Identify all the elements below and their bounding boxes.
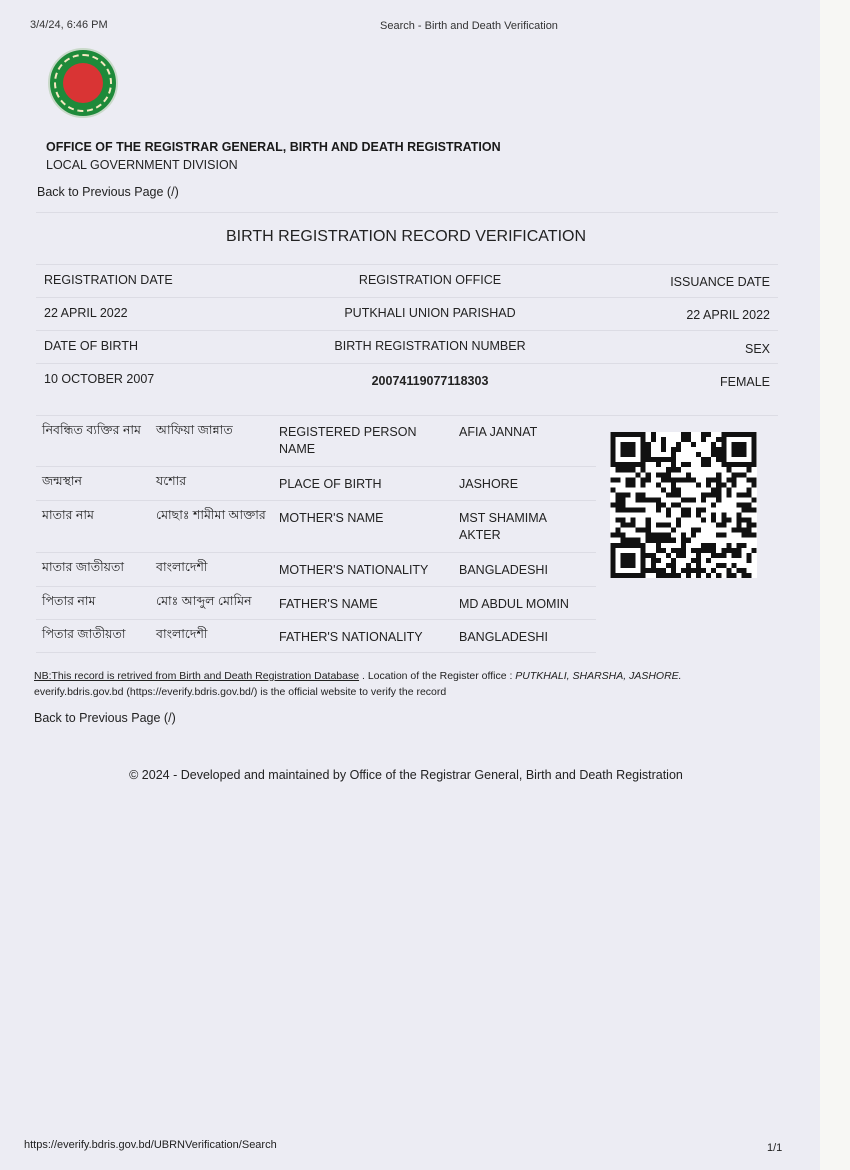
date-of-birth-label: DATE OF BIRTH <box>44 339 138 353</box>
en-label: REGISTERED PERSON NAME <box>279 425 417 456</box>
record-source-note <box>34 670 682 682</box>
en-label: FATHER'S NATIONALITY <box>279 630 423 644</box>
registration-office-label: REGISTRATION OFFICE <box>358 273 502 287</box>
print-url: https://everify.bdris.gov.bd/UBRNVerification/Search <box>24 1139 277 1151</box>
bn-label: মাতার নাম <box>42 508 94 522</box>
detail-row-registered-person <box>36 416 596 466</box>
brn-value: 20074119077118303 <box>371 374 489 388</box>
detail-row-place-of-birth <box>36 466 596 500</box>
print-page-number: 1/1 <box>767 1142 783 1154</box>
en-label: MOTHER'S NATIONALITY <box>279 563 429 577</box>
bn-label: পিতার জাতীয়তা <box>42 627 126 641</box>
en-value: AFIA JANNAT <box>459 425 538 439</box>
detail-row-father-name <box>36 586 596 619</box>
back-to-previous-link-top[interactable]: Back to Previous Page (/) <box>37 185 179 199</box>
record-value-row-2 <box>36 363 778 396</box>
detail-row-mother-name <box>36 500 596 552</box>
registration-date-value: 22 APRIL 2022 <box>44 306 128 320</box>
bn-label: নিবন্ধিত ব্যক্তির নাম <box>42 423 141 437</box>
divider <box>36 212 778 213</box>
en-value: MST SHAMIMA AKTER <box>459 511 547 542</box>
office-title: OFFICE OF THE REGISTRAR GENERAL, BIRTH AND DEATH REGISTRATION <box>46 140 501 154</box>
database-link[interactable]: NB:This record is retrived from Birth and Death Registration Database <box>34 670 360 682</box>
registration-office-value: PUTKHALI UNION PARISHAD <box>344 306 516 320</box>
registration-date-label: REGISTRATION DATE <box>44 273 173 287</box>
en-value: BANGLADESHI <box>459 563 548 577</box>
location-prefix: . Location of the Register office : <box>359 670 516 682</box>
en-value: JASHORE <box>459 477 519 491</box>
sex-value: FEMALE <box>719 375 770 389</box>
page-heading: BIRTH REGISTRATION RECORD VERIFICATION <box>225 228 587 245</box>
bn-value: মোছাঃ শামীমা আক্তার <box>156 508 266 522</box>
en-label: FATHER'S NAME <box>279 597 378 611</box>
issuance-date-label: ISSUANCE DATE <box>670 275 770 289</box>
print-page-title: Search - Birth and Death Verification <box>380 20 558 32</box>
en-label: PLACE OF BIRTH <box>279 477 382 491</box>
brn-label: BIRTH REGISTRATION NUMBER <box>334 339 526 353</box>
copyright-footer: © 2024 - Developed and maintained by Office of the Registrar General, Birth and Death Registration <box>129 768 683 782</box>
sex-label: SEX <box>744 342 770 356</box>
scan-edge <box>820 0 850 1170</box>
en-value: BANGLADESHI <box>459 630 548 644</box>
qr-code-icon <box>610 432 757 578</box>
bn-value: আফিয়া জান্নাত <box>156 423 233 437</box>
issuance-date-value: 22 APRIL 2022 <box>686 308 770 322</box>
bn-value: বাংলাদেশী <box>156 560 208 574</box>
office-division: LOCAL GOVERNMENT DIVISION <box>46 158 238 172</box>
back-to-previous-link-bottom[interactable]: Back to Previous Page (/) <box>34 711 176 725</box>
bn-value: বাংলাদেশী <box>156 627 208 641</box>
official-website-note: everify.bdris.gov.bd (https://everify.bdris.gov.bd/) is the official website to verify the record <box>34 686 447 698</box>
date-of-birth-value: 10 OCTOBER 2007 <box>44 372 155 386</box>
bn-label: জন্মস্থান <box>42 474 83 488</box>
detail-row-mother-nationality <box>36 552 596 586</box>
seal-center <box>63 63 103 103</box>
bn-label: মাতার জাতীয়তা <box>42 560 125 574</box>
print-datetime: 3/4/24, 6:46 PM <box>30 19 108 31</box>
en-label: MOTHER'S NAME <box>279 511 384 525</box>
bn-label: পিতার নাম <box>42 594 96 608</box>
bn-value: যশোর <box>156 474 187 488</box>
bn-value: মোঃ আব্দুল মোমিন <box>156 594 252 608</box>
en-value: MD ABDUL MOMIN <box>459 597 569 611</box>
register-office-location: PUTKHALI, SHARSHA, JASHORE. <box>515 670 682 682</box>
government-seal-logo <box>48 48 118 118</box>
record-label-row-2 <box>36 330 778 363</box>
record-value-row-1 <box>36 297 778 330</box>
detail-row-father-nationality <box>36 619 596 653</box>
record-label-row-1 <box>36 264 778 297</box>
